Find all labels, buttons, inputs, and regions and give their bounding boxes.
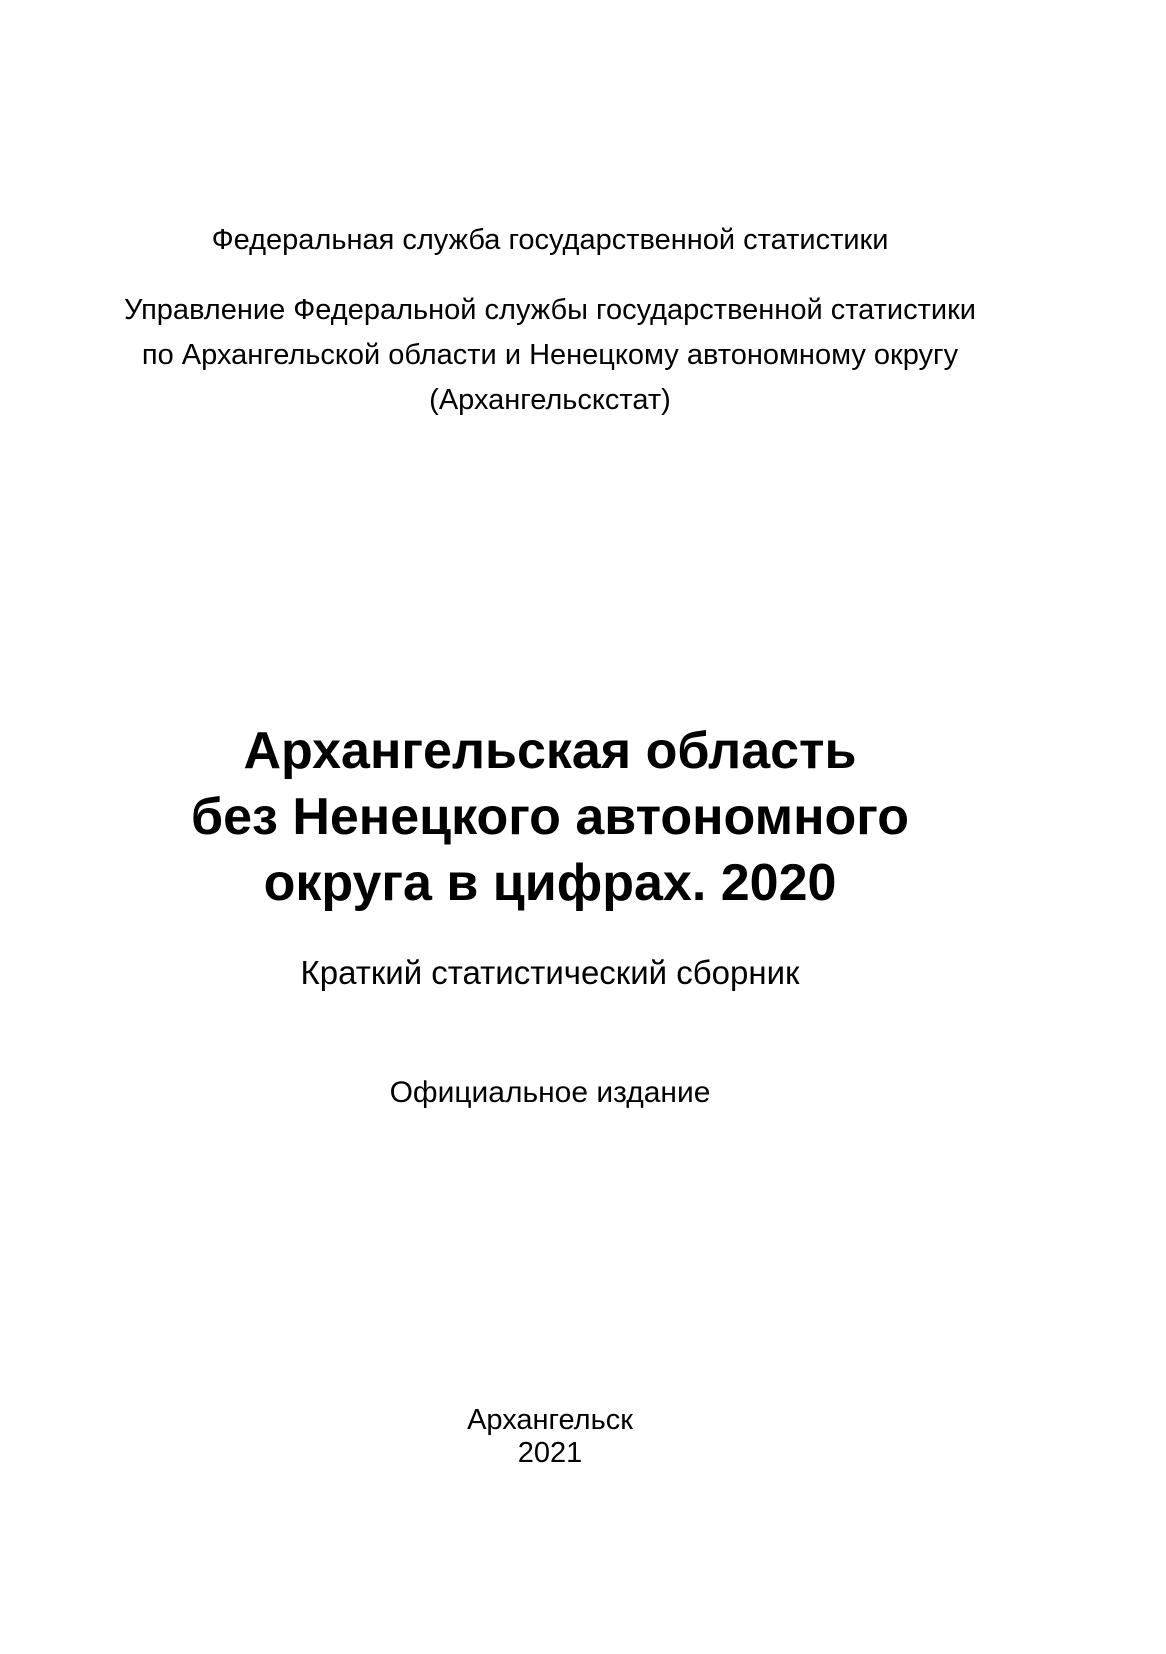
publication-title bbox=[0, 718, 1100, 916]
department-name bbox=[0, 288, 1100, 423]
department-line-1: Управление Федеральной службы государственной статистики bbox=[123, 294, 977, 326]
department-line-3: (Архангельскстат) bbox=[429, 384, 671, 416]
publication-title-line-1: Архангельская область bbox=[243, 722, 857, 780]
edition-note: Официальное издание bbox=[389, 1076, 711, 1109]
imprint-year: 2021 bbox=[517, 1437, 583, 1469]
department-line-2: по Архангельской области и Ненецкому автономному округу bbox=[141, 339, 959, 371]
publication-subtitle: Краткий статистический сборник bbox=[300, 954, 800, 991]
imprint bbox=[0, 1404, 1100, 1470]
publication-title-line-2: без Ненецкого автономного bbox=[191, 788, 909, 846]
agency-name: Федеральная служба государственной статистики bbox=[211, 224, 889, 256]
publication-title-line-3: округа в цифрах. 2020 bbox=[263, 854, 837, 912]
imprint-city: Архангельск bbox=[467, 1404, 633, 1436]
